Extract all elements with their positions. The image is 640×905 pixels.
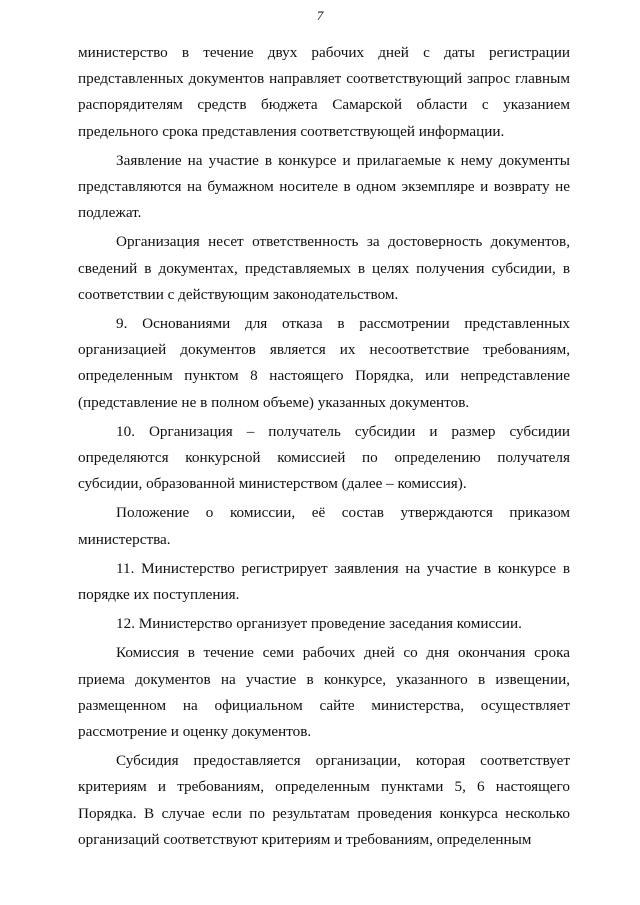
document-body xyxy=(78,40,570,853)
page-number: 7 xyxy=(316,8,324,23)
paragraph-10-commission: 10. Организация – получатель субсидии и размер субсидии определяются конкурсной комиссией по определению получателя субсидии, образованной министерством (далее – комиссия). xyxy=(78,422,570,493)
paragraph-request-to-budget-holders: министерство в течение двух рабочих дней с даты регистрации представленных документов направляет соответствующий запрос главным распорядителям средств бюджета Самарской области с указанием предельного срока представления соответствующей информации. xyxy=(78,44,570,140)
paragraph-commission-regulation: Положение о комиссии, её состав утверждаются приказом министерства. xyxy=(78,504,570,548)
paragraph-commission-review: Комиссия в течение семи рабочих дней со дня окончания срока приема документов на участие в конкурсе, указанного в извещении, размещенном на официальном сайте министерства, осуществляет рассмотрение и оценку документов. xyxy=(78,644,570,741)
paragraph-organization-responsibility: Организация несет ответственность за достоверность документов, сведений в документах, представляемых в целях получения субсидии, в соответствии с действующим законодательством. xyxy=(78,233,570,303)
paragraph-12-meeting: 12. Министерство организует проведение заседания комиссии. xyxy=(116,615,522,633)
paragraph-9-refusal-grounds: 9. Основаниями для отказа в рассмотрении представленных организацией документов является их несоответствие требованиям, определенным пунктом 8 настоящего Порядка, или непредставление (представление не в полном объеме) указанных документов. xyxy=(78,315,570,411)
paragraph-application-paper-form: Заявление на участие в конкурсе и прилагаемые к нему документы представляются на бумажном носителе в одном экземпляре и возврату не подлежат. xyxy=(78,151,570,222)
paragraph-subsidy-criteria: Субсидия предоставляется организации, которая соответствует критериям и требованиям, определенным пунктами 5, 6 настоящего Порядка. В случае если по результатам проведения конкурса несколько организаций соответствуют критериям и требованиям, определенным xyxy=(78,752,570,848)
paragraph-11-registration: 11. Министерство регистрирует заявления на участие в конкурсе в порядке их поступления. xyxy=(78,559,570,604)
